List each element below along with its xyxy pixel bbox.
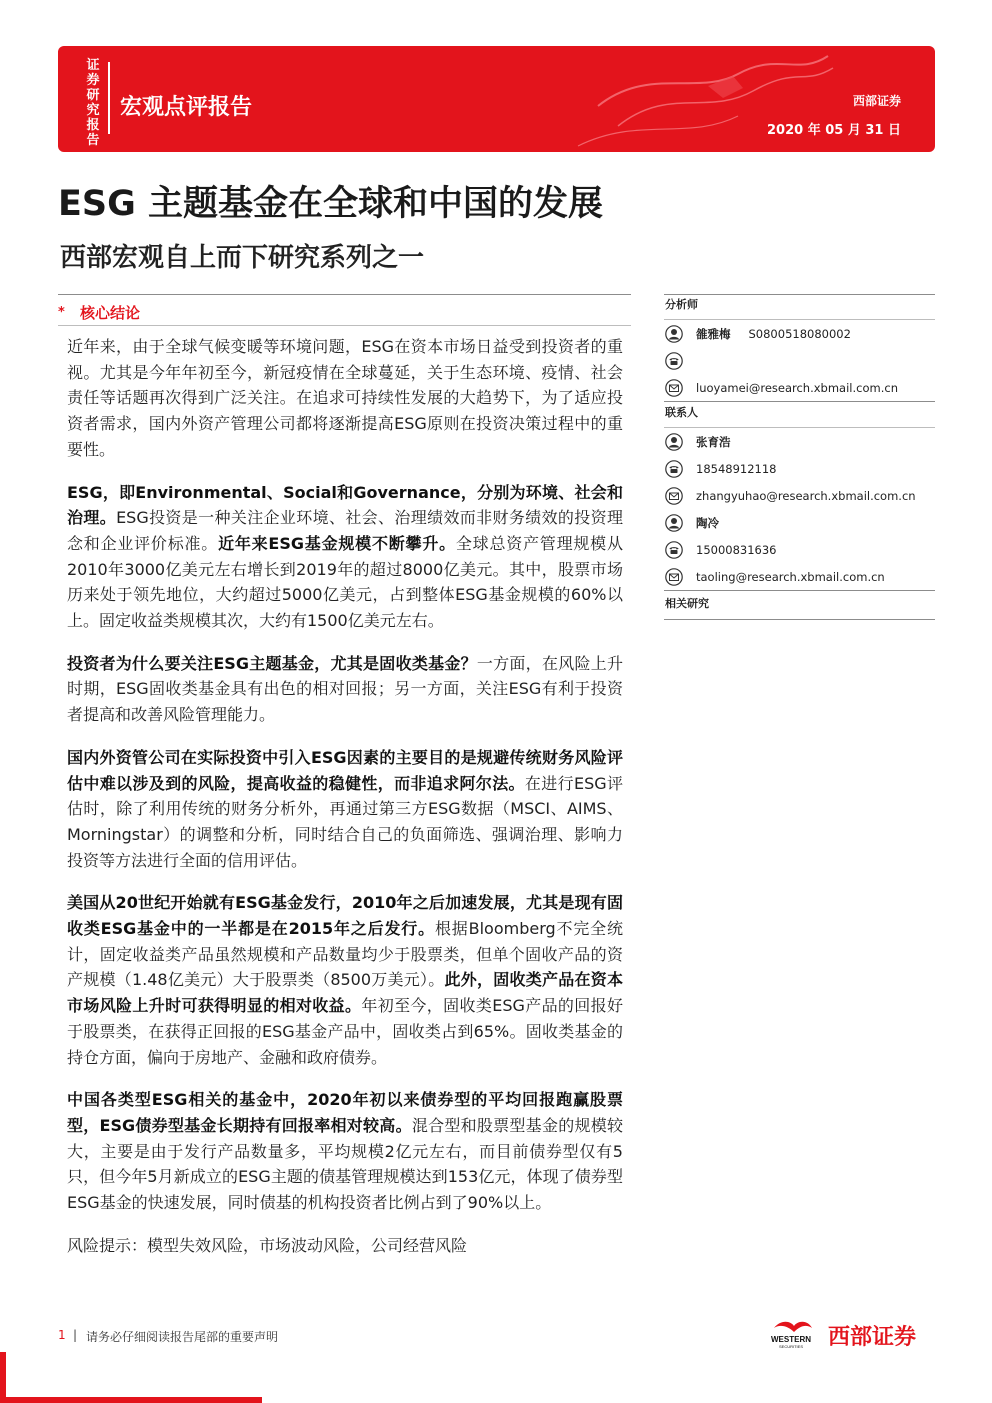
risk-warning: 风险提示：模型失效风险，市场波动风险，公司经营风险 [67, 1235, 468, 1255]
email-icon [664, 567, 684, 587]
paragraph-highlight: 国内外资管公司在实际投资中引入ESG因素的主要目的是规避传统财务风险评估中难以涉及到的风险，提高收益的稳健性，而非追求阿尔法。 [67, 747, 623, 793]
analyst-phone-row [664, 347, 935, 374]
contact-email-row [664, 563, 935, 590]
page-number: 1 [58, 1328, 66, 1342]
banner-divider [108, 62, 110, 134]
report-date: 2020 年 05 月 31 日 [767, 123, 901, 138]
analyst-email[interactable]: luoyamei@research.xbmail.com.cn [696, 380, 898, 395]
disclaimer-note: 请务必仔细阅读报告尾部的重要声明 [86, 1330, 279, 1344]
person-icon [664, 324, 684, 344]
contact-name: 陶冷 [696, 515, 719, 530]
report-type: 宏观点评报告 [120, 95, 253, 120]
analyst-name: 雒雅梅 [696, 326, 731, 341]
person-icon [664, 513, 684, 533]
analyst-certificate-code: S0800518080002 [748, 326, 851, 341]
paragraph-highlight: 近年来ESG基金规模不断攀升。 [218, 533, 456, 553]
paragraph-5 [67, 890, 623, 1070]
report-category-label: 证券研究报告 [86, 58, 100, 148]
email-icon [664, 486, 684, 506]
paragraph-text: 年初至今，固收类ESG产品的回报好于股票类，在获得正回报的ESG基金产品中，固收类占到65%。固收类基金的持仓方面，偏向于房地产、金融和政府债券。 [67, 996, 623, 1067]
document-subtitle: 西部宏观自上而下研究系列之一 [60, 243, 425, 273]
paragraph-4 [67, 745, 623, 874]
analyst-heading: 分析师 [664, 294, 935, 320]
paragraph-3 [67, 651, 623, 728]
contact-name-row [664, 509, 935, 536]
company-logo [760, 1318, 940, 1350]
contact-phone: 15000831636 [696, 542, 777, 557]
contact-email[interactable]: zhangyuhao@research.xbmail.com.cn [696, 488, 916, 503]
contact-phone-row [664, 536, 935, 563]
contacts-heading: 联系人 [664, 402, 935, 428]
paragraph-highlight: 美国从20世纪开始就有ESG基金发行，2010年之后加速发展，尤其是现有固收类ESG基金中的一半都是在2015年之后发行。 [67, 893, 623, 939]
related-research-heading: 相关研究 [664, 590, 935, 620]
corner-accent-horizontal [0, 1397, 262, 1403]
paragraph-highlight: 投资者为什么要关注ESG主题基金，尤其是固收类基金？ [67, 653, 477, 673]
header-banner [58, 46, 935, 152]
contact-email[interactable]: taoling@research.xbmail.com.cn [696, 569, 885, 584]
sidebar [664, 294, 935, 620]
contact-email-row [664, 482, 935, 509]
western-securities-logo-mark [760, 1318, 822, 1350]
core-conclusion-heading [58, 294, 631, 326]
logo-mark-text: WESTERN [771, 1335, 811, 1344]
person-icon [664, 432, 684, 452]
phone-icon [664, 351, 684, 371]
phone-icon [664, 459, 684, 479]
analyst-email-row [664, 374, 935, 401]
paragraph-text: 近年来，由于全球气候变暖等环境问题，ESG在资本市场日益受到投资者的重视。尤其是今年年初至今，新冠疫情在全球蔓延，关于生态环境、疫情、社会责任等话题再次得到广泛关注。在追求可持续性发展的大趋势下，为了适应投资者需求，国内外资产管理公司都将逐渐提高ESG原则在投资决策过程中的重要性。 [67, 337, 623, 459]
document-title: ESG 主题基金在全球和中国的发展 [58, 184, 604, 224]
corner-accent-vertical [0, 1352, 6, 1403]
section-bullet-icon: * [58, 305, 65, 320]
paragraph-highlight: 中国各类型ESG相关的基金中，2020年初以来债券型的平均回报跑赢股票型，ESG债券型基金长期持有回报率相对较高。 [67, 1090, 623, 1135]
paragraph-highlight: ESG，即Environmental、Social和Governance，分别为环境、社会和治理。 [67, 482, 623, 528]
logo-text: 西部证券 [828, 1325, 917, 1350]
paragraph-highlight: 此外，固收类产品在资本市场风险上升时可获得明显的相对收益。 [67, 970, 623, 1016]
contact-phone-row [664, 455, 935, 482]
paragraph-text: 根据Bloomberg不完全统计，固定收益类产品虽然规模和产品数量均少于股票类，但单个固收产品的资产规模（1.48亿美元）大于股票类（8500万美元）。 [67, 919, 623, 990]
main-body [67, 334, 623, 1276]
email-icon [664, 378, 684, 398]
contact-name-row [664, 428, 935, 455]
phone-icon [664, 540, 684, 560]
paragraph-6 [67, 1087, 623, 1216]
contact-phone: 18548912118 [696, 461, 777, 476]
contact-name: 张育浩 [696, 434, 731, 449]
paragraph-text: 全球总资产管理规模从2010年3000亿美元左右增长到2019年的超过8000亿美元。其中，股票市场历来处于领先地位，大约超过5000亿美元，占到整体ESG基金规模的60%以上。固定收益类规模其次，大约有1500亿美元左右。 [67, 533, 623, 631]
section-label: 核心结论 [80, 304, 141, 322]
logo-mark-subtext: SECURITIES [778, 1344, 804, 1349]
paragraph-2 [67, 480, 623, 634]
paragraph-text: 混合型和股票型基金的规模较大，主要是由于发行产品数量多，平均规模2亿元左右，而目前债券型仅有5只，但今年5月新成立的ESG主题的债基管理规模达到153亿元，体现了债券型ESG基金的快速发展，同时债基的机构投资者比例占到了90%以上。 [67, 1115, 623, 1213]
banner-company-name: 西部证券 [852, 94, 901, 108]
paragraph-text: 一方面，在风险上升时期，ESG固收类基金具有出色的相对回报；另一方面，关注ESG有利于投资者提高和改善风险管理能力。 [67, 653, 623, 725]
paragraph-1 [67, 334, 623, 463]
paragraph-text: 在进行ESG评估时，除了利用传统的财务分析外，再通过第三方ESG数据（MSCI、AIMS、Morningstar）的调整和分析，同时结合自己的负面筛选、强调治理、影响力投资等方法进行全面的信用评估。 [67, 773, 623, 870]
analyst-name-row [664, 320, 935, 347]
footer-separator: | [73, 1328, 78, 1342]
paragraph-text: ESG投资是一种关注企业环境、社会、治理绩效而非财务绩效的投资理念和企业评价标准。 [67, 508, 623, 553]
